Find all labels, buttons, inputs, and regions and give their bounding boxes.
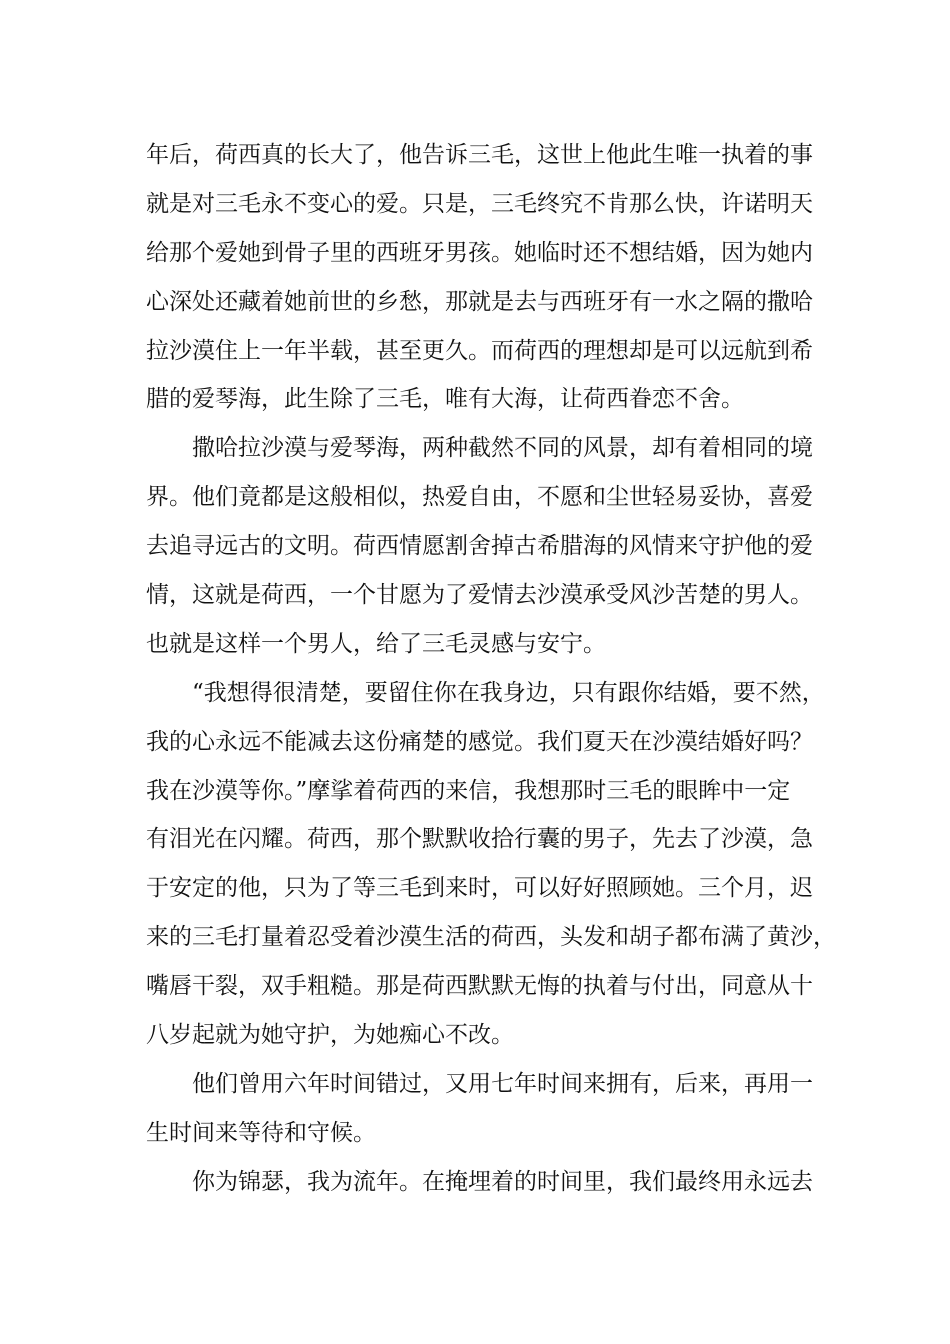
text-line: 我在沙漠等你。”摩挲着荷西的来信，我想那时三毛的眼眸中一定 [146, 777, 791, 804]
text-line: 八岁起就为她守护，为她痴心不改。 [146, 1022, 514, 1049]
text-line: 他们曾用六年时间错过，又用七年时间来拥有，后来，再用一 [192, 1070, 813, 1097]
text-line: 给那个爱她到骨子里的西班牙男孩。她临时还不想结婚，因为她内 [146, 239, 813, 266]
text-line: 年后，荷西真的长大了，他告诉三毛，这世上他此生唯一执着的事 [146, 142, 813, 168]
text-line: 生时间来等待和守候。 [146, 1119, 376, 1146]
paragraph-2 [146, 424, 836, 668]
text-line: 去追寻远古的文明。荷西情愿割舍掉古希腊海的风情来守护他的爱 [146, 533, 813, 560]
paragraph-4 [146, 1060, 836, 1158]
text-line: 拉沙漠住上一年半载，甚至更久。而荷西的理想却是可以远航到希 [146, 337, 813, 364]
text-line: 我的心永远不能减去这份痛楚的感觉。我们夏天在沙漠结婚好吗？ [146, 728, 813, 755]
text-line: 界。他们竟都是这般相似，热爱自由，不愿和尘世轻易妥协，喜爱 [146, 484, 813, 511]
text-line: 腊的爱琴海，此生除了三毛，唯有大海，让荷西眷恋不舍。 [146, 386, 744, 413]
paragraph-1 [146, 131, 836, 424]
text-line: 嘴唇干裂，双手粗糙。那是荷西默默无悔的执着与付出，同意从十 [146, 973, 813, 1000]
text-line: 来的三毛打量着忍受着沙漠生活的荷西，头发和胡子都布满了黄沙， [146, 924, 836, 951]
text-line: 你为锦瑟，我为流年。在掩埋着的时间里，我们最终用永远去 [192, 1168, 813, 1195]
text-line: 撒哈拉沙漠与爱琴海，两种截然不同的风景，却有着相同的境 [192, 435, 813, 462]
text-line: 就是对三毛永不变心的爱。只是，三毛终究不肯那么快，许诺明天 [146, 190, 813, 217]
text-line: 有泪光在闪耀。荷西，那个默默收拾行囊的男子，先去了沙漠，急 [146, 826, 813, 853]
paragraph-3 [146, 669, 836, 1060]
text-line: 心深处还藏着她前世的乡愁，那就是去与西班牙有一水之隔的撒哈 [146, 288, 813, 315]
text-line: 情，这就是荷西，一个甘愿为了爱情去沙漠承受风沙苦楚的男人。 [146, 582, 813, 609]
document-body [146, 131, 836, 1207]
paragraph-5 [146, 1158, 836, 1207]
text-line: “我想得很清楚，要留住你在我身边，只有跟你结婚，要不然， [192, 679, 825, 706]
text-line: 于安定的他，只为了等三毛到来时，可以好好照顾她。三个月，迟 [146, 875, 813, 902]
text-line: 也就是这样一个男人，给了三毛灵感与安宁。 [146, 630, 606, 657]
